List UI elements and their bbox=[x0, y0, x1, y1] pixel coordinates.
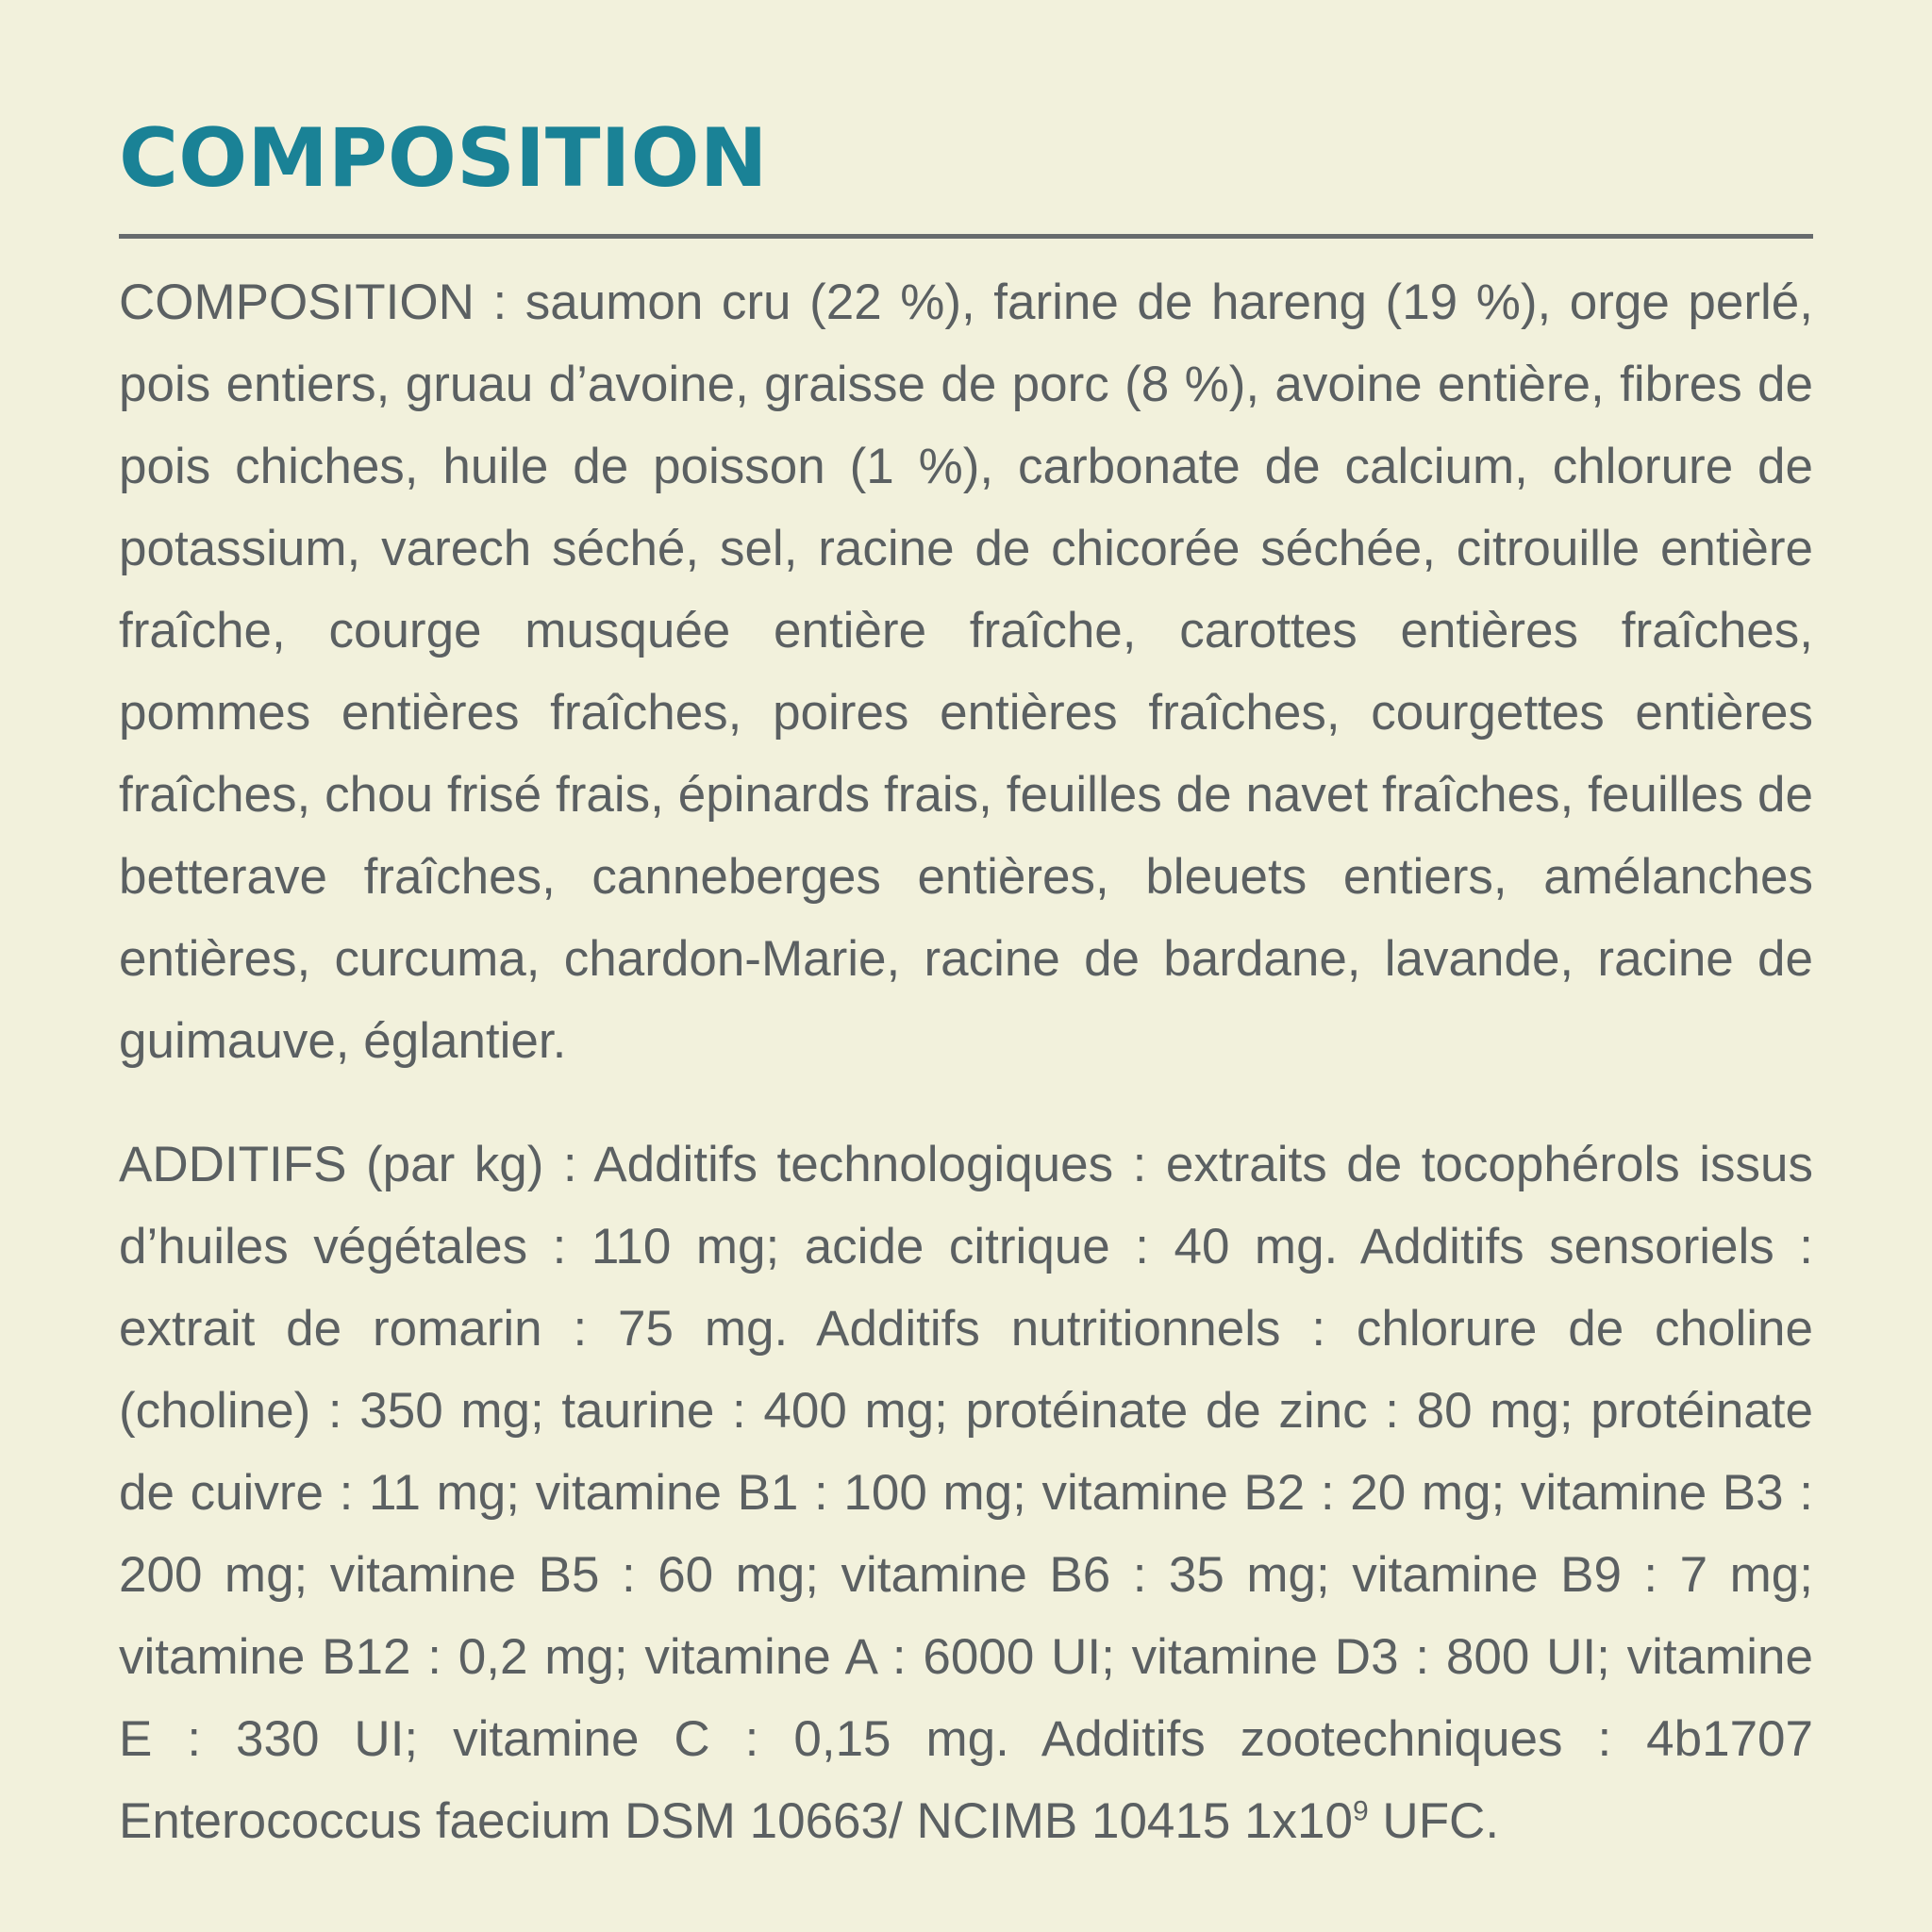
additifs-exponent: 9 bbox=[1353, 1795, 1369, 1827]
additifs-tail: UFC. bbox=[1368, 1793, 1500, 1849]
additifs-label: ADDITIFS (par kg) bbox=[119, 1137, 544, 1192]
additifs-separator: : bbox=[543, 1137, 594, 1192]
title-divider bbox=[119, 234, 1813, 239]
composition-paragraph bbox=[119, 261, 1813, 1082]
composition-label: COMPOSITION bbox=[119, 275, 475, 330]
composition-text: saumon cru (22 %), farine de hareng (19 %), orge perlé, pois entiers, gruau d’avoine, graisse de porc (8 %), avoine entière, fibres de pois chiches, huile de poisson (1 %), carbonate de calcium, chlorure de potassium, varech séché, sel, racine de chicorée séchée, citrouille entière fraîche, courge musquée entière fraîche, carottes entières fraîches, pommes entières fraîches, poires entières fraîches, courgettes entières fraîches, chou frisé frais, épinards frais, feuilles de navet fraîches, feuilles de betterave fraîches, canneberges entières, bleuets entiers, amélanches entières, curcuma, chardon-Marie, racine de bardane, lavande, racine de guimauve, églantier. bbox=[119, 275, 1813, 1069]
page-title: COMPOSITION bbox=[119, 111, 768, 206]
additifs-paragraph bbox=[119, 1124, 1813, 1862]
additifs-text: Additifs technologiques : extraits de tocophérols issus d’huiles végétales : 110 mg; acide citrique : 40 mg. Additifs sensoriels : extrait de romarin : 75 mg. Additifs nutritionnels : chlorure de choline (choline) : 350 mg; taurine : 400 mg; protéinate de zinc : 80 mg; protéinate de cuivre : 11 mg; vitamine B1 : 100 mg; vitamine B2 : 20 mg; vitamine B3 : 200 mg; vitamine B5 : 60 mg; vitamine B6 : 35 mg; vitamine B9 : 7 mg; vitamine B12 : 0,2 mg; vitamine A : 6000 UI; vitamine D3 : 800 UI; vitamine E : 330 UI; vitamine C : 0,15 mg. Additifs zootechniques : 4b1707 Enterococcus faecium DSM 10663/ NCIMB 10415 1x10 bbox=[119, 1137, 1813, 1849]
composition-separator: : bbox=[474, 275, 525, 330]
